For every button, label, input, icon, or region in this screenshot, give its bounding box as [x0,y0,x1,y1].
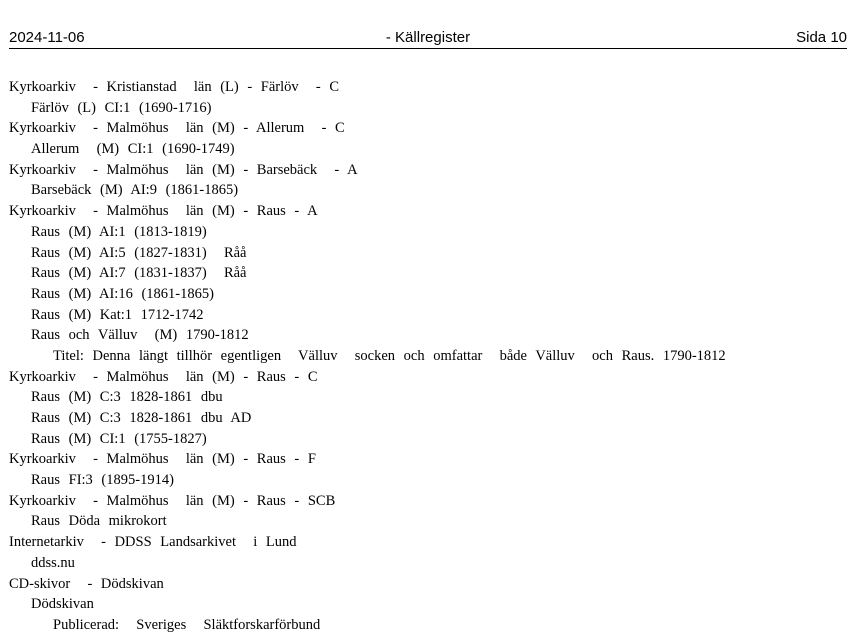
register-line: Barsebäck (M) AI:9 (1861-1865) [31,182,239,199]
register-line: Raus (M) AI:16 (1861-1865) [31,285,214,302]
register-line: ddss.nu [31,554,75,571]
register-line: Dödskivan [31,596,94,613]
register-line: Kyrkoarkiv - Malmöhus län (M) - Raus - F [9,451,316,468]
register-line: Raus (M) Kat:1 1712-1742 [31,306,204,323]
source-register-list [9,77,859,636]
register-line: Raus (M) AI:7 (1831-1837) Råå [31,265,247,282]
register-line: Kyrkoarkiv - Malmöhus län (M) - Raus - SCB [9,492,336,509]
page-header [9,28,847,48]
header-date: 2024-11-06 [9,29,85,46]
register-line: Raus (M) C:3 1828-1861 dbu [31,389,223,406]
register-line: Raus (M) C:3 1828-1861 dbu AD [31,410,252,426]
header-divider [9,48,847,49]
register-line: Publicerad: Sveriges Släktforskarförbund [53,616,321,633]
register-line: Titel: Denna längt tillhör egentligen Välluv socken och omfattar både Välluv och Raus. 1790-1812 [53,347,726,364]
register-line: Kyrkoarkiv - Malmöhus län (M) - Raus - A [9,203,318,220]
register-line: Raus Döda mikrokort [31,513,167,530]
register-line: Kyrkoarkiv - Kristianstad län (L) - Färlöv - C [9,79,340,95]
header-title: - Källregister [385,29,471,46]
register-line: Raus (M) AI:5 (1827-1831) Råå [31,244,247,261]
register-line: Färlöv (L) CI:1 (1690-1716) [31,99,212,116]
register-line: Internetarkiv - DDSS Landsarkivet i Lund [9,534,297,551]
register-line: Allerum (M) CI:1 (1690-1749) [31,141,235,158]
header-page-number: Sida 10 [796,29,847,46]
register-line: Kyrkoarkiv - Malmöhus län (M) - Allerum - C [9,120,345,137]
register-line: Raus (M) CI:1 (1755-1827) [31,430,207,447]
register-line: Raus FI:3 (1895-1914) [31,472,174,489]
register-line: Raus och Välluv (M) 1790-1812 [31,327,249,344]
register-line: Kyrkoarkiv - Malmöhus län (M) - Raus - C [9,368,318,385]
register-line: Raus (M) AI:1 (1813-1819) [31,223,207,240]
register-line: CD-skivor - Dödskivan [9,575,164,592]
register-line: Kyrkoarkiv - Malmöhus län (M) - Barsebäck - A [9,161,358,178]
